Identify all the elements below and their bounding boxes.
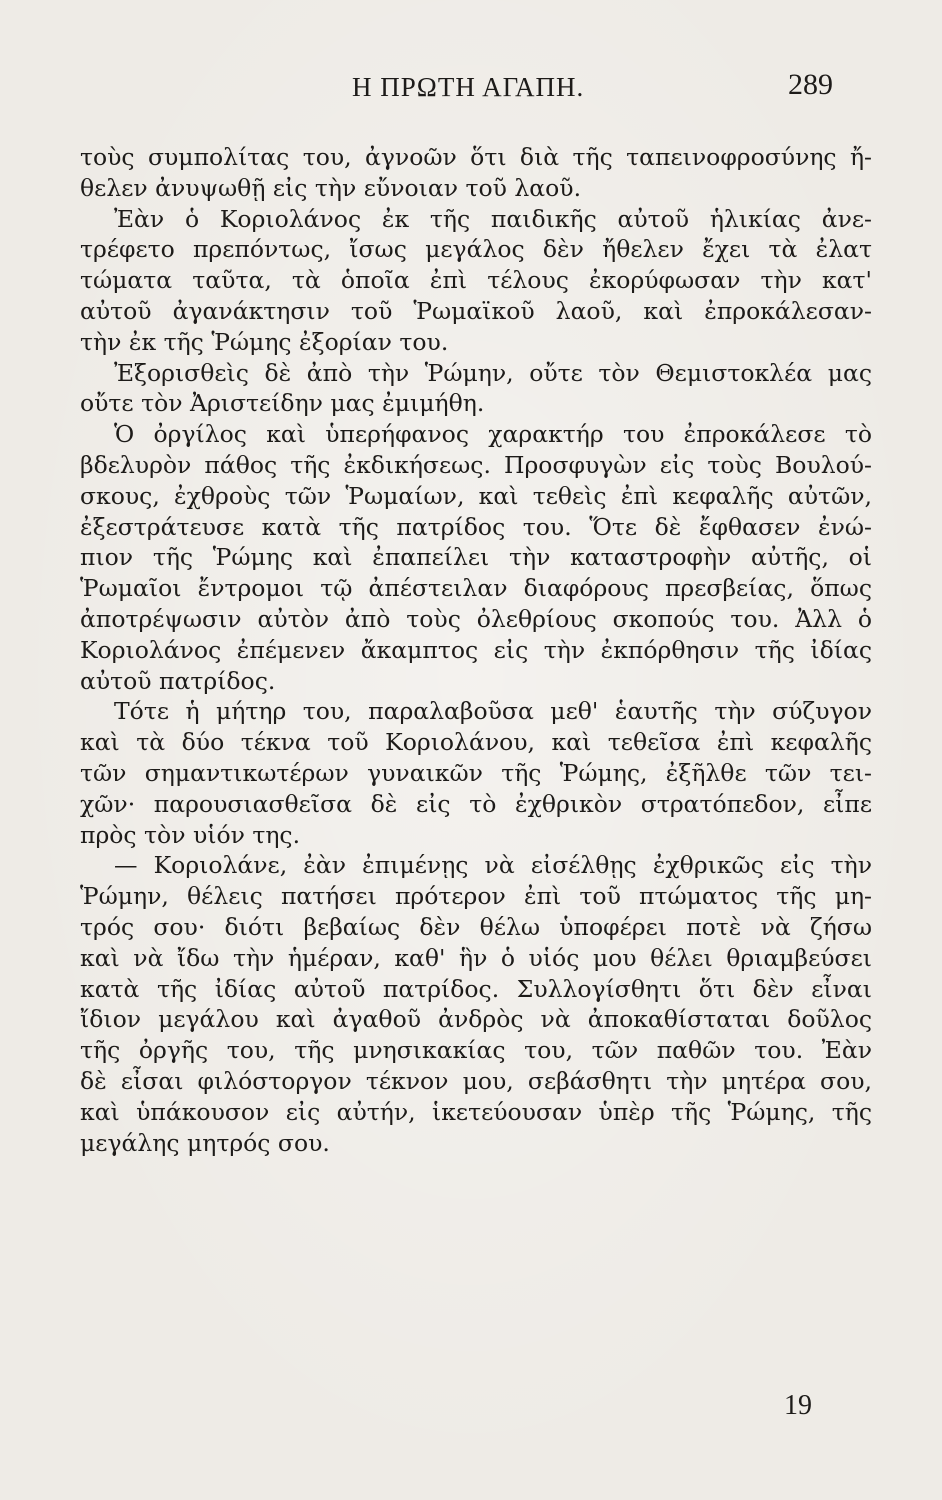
text-line: τοὺς συμπολίτας του, ἀγνοῶν ὅτι διὰ τῆς ταπεινοφροσύνης ἤ- xyxy=(80,143,872,171)
text-line: δὲ εἶσαι φιλόστοργον τέκνον μου, σεβάσθητι τὴν μητέρα σου, xyxy=(80,1066,872,1095)
running-header xyxy=(0,68,942,108)
text-line: καὶ τὰ δύο τέκνα τοῦ Κοριολάνου, καὶ τεθεῖσα ἐπὶ κεφαλῆς xyxy=(80,728,872,757)
text-line: πρὸς τὸν υἱόν της. xyxy=(80,820,301,849)
text-line: Ῥωμαῖοι ἔντρομοι τῷ ἀπέστειλαν διαφόρους πρεσβείας, ὅπως xyxy=(80,574,872,603)
body-text xyxy=(80,142,872,1158)
text-line: καὶ νὰ ἴδω τὴν ἡμέραν, καθ' ἣν ὁ υἱός μου θέλει θριαμβεύσει xyxy=(80,943,872,972)
text-line: Τότε ἡ μήτηρ του, παραλαβοῦσα μεθ' ἑαυτῆς τὴν σύζυγον xyxy=(114,697,872,726)
text-line: Ἐξορισθεὶς δὲ ἀπὸ τὴν Ῥώμην, οὔτε τὸν Θεμιστοκλέα μας xyxy=(114,358,872,387)
text-line: σκους, ἐχθροὺς τῶν Ῥωμαίων, καὶ τεθεὶς ἐπὶ κεφαλῆς αὐτῶν, xyxy=(80,481,872,510)
running-title: Η ΠΡΩΤΗ ΑΓΑΠΗ. xyxy=(352,72,585,102)
text-line: ἴδιον μεγάλου καὶ ἀγαθοῦ ἀνδρὸς νὰ ἀποκαθίσταται δοῦλος xyxy=(80,1005,872,1034)
text-line: χῶν· παρουσιασθεῖσα δὲ εἰς τὸ ἐχθρικὸν στρατόπεδον, εἶπε xyxy=(80,789,872,818)
text-line: αὐτοῦ πατρίδος. xyxy=(80,666,276,695)
text-line: τώματα ταῦτα, τὰ ὁποῖα ἐπὶ τέλους ἐκορύφωσαν τὴν κατ' xyxy=(80,266,872,295)
text-line: βδελυρὸν πάθος τῆς ἐκδικήσεως. Προσφυγὼν εἰς τοὺς Βουλού- xyxy=(80,450,872,479)
text-line: τῶν σημαντικωτέρων γυναικῶν τῆς Ῥώμης, ἐξῆλθε τῶν τει- xyxy=(80,758,872,787)
text-line: οὔτε τὸν Ἀριστείδην μας ἐμιμήθη. xyxy=(80,389,485,418)
text-line: τρός σου· διότι βεβαίως δὲν θέλω ὑποφέρει ποτὲ νὰ ζήσω xyxy=(80,912,872,941)
text-line: τῆς ὀργῆς του, τῆς μνησικακίας του, τῶν παθῶν του. Ἐὰν xyxy=(80,1036,872,1065)
text-line: μεγάλης μητρός σου. xyxy=(80,1128,330,1157)
text-line: κατὰ τῆς ἰδίας αὐτοῦ πατρίδος. Συλλογίσθητι ὅτι δὲν εἶναι xyxy=(80,974,872,1003)
text-line: πιον τῆς Ῥώμης καὶ ἐπαπείλει τὴν καταστροφὴν αὐτῆς, οἱ xyxy=(80,543,872,572)
text-line: Ὁ ὀργίλος καὶ ὑπερήφανος χαρακτήρ του ἐπροκάλεσε τὸ xyxy=(114,420,872,449)
text-line: ἀποτρέψωσιν αὐτὸν ἀπὸ τοὺς ὀλεθρίους σκοπούς του. Ἀλλ ὁ xyxy=(80,604,872,633)
text-line: αὐτοῦ ἀγανάκτησιν τοῦ Ῥωμαϊκοῦ λαοῦ, καὶ ἐπροκάλεσαν- xyxy=(80,296,872,325)
text-line: ἐξεστράτευσε κατὰ τῆς πατρίδος του. Ὅτε δὲ ἔφθασεν ἐνώ- xyxy=(80,512,872,541)
text-line: Ῥώμην, θέλεις πατήσει πρότερον ἐπὶ τοῦ πτώματος τῆς μη- xyxy=(80,882,872,911)
text-line: θελεν ἀνυψωθῇ εἰς τὴν εὔνοιαν τοῦ λαοῦ. xyxy=(80,173,582,202)
text-line: τὴν ἐκ τῆς Ῥώμης ἐξορίαν του. xyxy=(80,327,449,356)
text-line: τρέφετο πρεπόντως, ἴσως μεγάλος δὲν ἤθελεν ἔχει τὰ ἐλατ xyxy=(80,235,872,264)
text-line: Κοριολάνος ἐπέμενεν ἄκαμπτος εἰς τὴν ἐκπόρθησιν τῆς ἰδίας xyxy=(80,635,872,664)
signature-mark: 19 xyxy=(784,1390,812,1421)
text-line: καὶ ὑπάκουσον εἰς αὐτήν, ἱκετεύουσαν ὑπὲρ τῆς Ῥώμης, τῆς xyxy=(80,1097,872,1126)
text-line: Ἐὰν ὁ Κοριολάνος ἐκ τῆς παιδικῆς αὐτοῦ ἡλικίας ἀνε- xyxy=(114,204,872,233)
text-line: — Κοριολάνε, ἐὰν ἐπιμένῃς νὰ εἰσέλθῃς ἐχθρικῶς εἰς τὴν xyxy=(114,851,872,880)
page-number: 289 xyxy=(788,68,833,101)
